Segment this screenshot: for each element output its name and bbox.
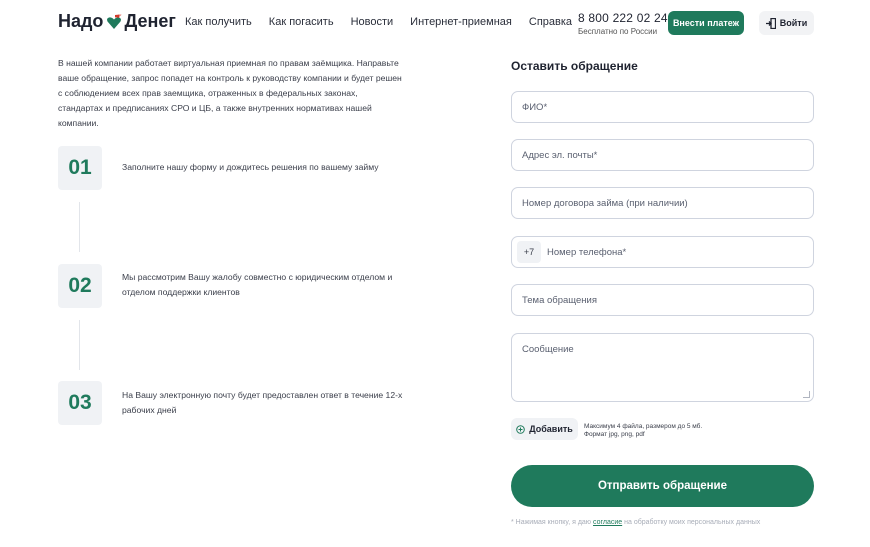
phone-number[interactable]: 8 800 222 02 24 bbox=[578, 11, 668, 25]
message-textarea[interactable] bbox=[511, 333, 814, 402]
file-hint bbox=[584, 423, 702, 439]
logo-text-right: Денег bbox=[124, 11, 176, 31]
nav-help[interactable]: Справка bbox=[528, 16, 573, 28]
subject-placeholder: Тема обращения bbox=[522, 294, 597, 306]
fio-field[interactable] bbox=[511, 91, 814, 123]
phone-placeholder: Номер телефона* bbox=[547, 246, 627, 258]
logo[interactable] bbox=[58, 11, 176, 32]
phone-note: Бесплатно по России bbox=[578, 27, 658, 36]
email-placeholder: Адрес эл. почты* bbox=[522, 149, 598, 161]
step-text-3: На Вашу электронную почту будет предоставлен ответ в течение 12-х рабочих дней bbox=[122, 390, 403, 415]
message-placeholder: Сообщение bbox=[522, 344, 574, 355]
site-header bbox=[0, 0, 870, 46]
login-icon bbox=[766, 18, 776, 29]
nav-news[interactable]: Новости bbox=[350, 16, 394, 28]
consent-link[interactable]: согласие bbox=[593, 519, 623, 526]
login-label: Войти bbox=[779, 18, 808, 28]
login-button[interactable] bbox=[759, 11, 814, 35]
step-text-2: Мы рассмотрим Вашу жалобу совместно с юридическим отделом и отделом поддержки клиентов bbox=[122, 272, 393, 297]
phone-block bbox=[578, 11, 668, 36]
nav-reception[interactable]: Интернет-приемная bbox=[410, 16, 512, 28]
submit-button[interactable]: Отправить обращение bbox=[511, 465, 814, 507]
fio-placeholder: ФИО* bbox=[522, 101, 548, 113]
add-file-label: Добавить bbox=[529, 424, 573, 434]
heart-logo-icon bbox=[106, 14, 122, 30]
email-field[interactable] bbox=[511, 139, 814, 171]
step-connector-1 bbox=[79, 202, 80, 252]
step-connector-2 bbox=[79, 320, 80, 370]
form-title: Оставить обращение bbox=[511, 59, 638, 73]
add-circle-icon bbox=[516, 425, 525, 434]
logo-text-left: Надо bbox=[58, 11, 104, 31]
consent-text-after: на обработку моих персональных данных bbox=[622, 519, 761, 526]
make-payment-button[interactable]: Внести платеж bbox=[668, 11, 744, 35]
resize-handle[interactable] bbox=[803, 391, 810, 398]
file-hint-format: Формат jpg, png, pdf bbox=[584, 431, 645, 438]
file-hint-size: Максимум 4 файла, размером до 5 мб. bbox=[584, 423, 703, 430]
step-number-1: 01 bbox=[58, 146, 102, 190]
step-text-1: Заполните нашу форму и дождитесь решения по вашему займу bbox=[122, 162, 379, 172]
nav-how-to-repay[interactable]: Как погасить bbox=[268, 16, 334, 28]
phone-prefix: +7 bbox=[517, 241, 541, 263]
intro-text: В нашей компании работает виртуальная приемная по правам заёмщика. Направьте ваше обращение, запрос попадет на контроль к руководству компании и будет решен с соблюдением всех прав заемщика, отраженных в федеральных законах, стандартах и предписаниях СРО и ЦБ, а также внутренних нормативах нашей компании. bbox=[58, 58, 402, 128]
step-number-3: 03 bbox=[58, 381, 102, 425]
consent-text-before: * Нажимая кнопку, я даю bbox=[511, 519, 594, 526]
phone-field[interactable] bbox=[511, 236, 814, 268]
contract-number-field[interactable] bbox=[511, 187, 814, 219]
consent-note bbox=[511, 519, 760, 526]
contract-placeholder: Номер договора займа (при наличии) bbox=[522, 197, 688, 209]
nav-how-to-get[interactable]: Как получить bbox=[185, 16, 252, 28]
subject-field[interactable] bbox=[511, 284, 814, 316]
add-file-button[interactable] bbox=[511, 418, 578, 440]
main-nav bbox=[185, 16, 589, 28]
step-number-2: 02 bbox=[58, 264, 102, 308]
